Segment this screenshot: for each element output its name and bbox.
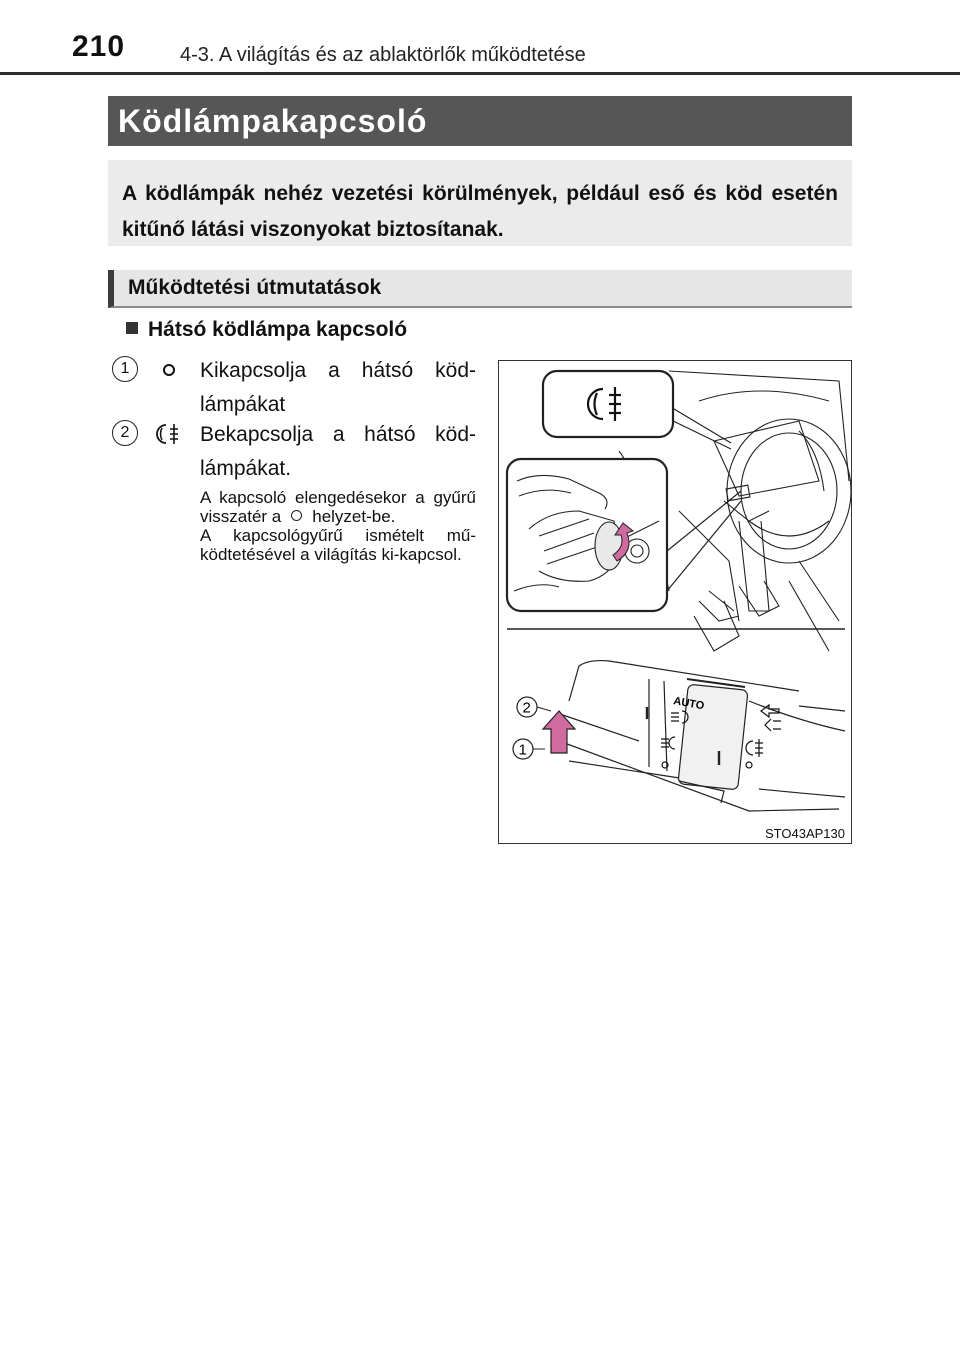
off-circle-icon: [291, 510, 302, 521]
callout-number: 1: [518, 741, 527, 759]
illustration: [498, 360, 852, 844]
section-heading-text: Hátsó ködlámpa kapcsoló: [148, 318, 408, 341]
number-badge: 1: [112, 356, 138, 382]
item-text: Bekapcsolja a hátsó köd-lámpákat.: [200, 423, 476, 480]
running-title: 4-3. A világítás és az ablaktörlők működtetése: [180, 44, 586, 66]
figure-code: STO43AP130: [765, 826, 845, 841]
rear-fog-icon: [156, 422, 182, 446]
page-title: Ködlámpakapcsoló: [108, 96, 852, 146]
callout-number: 2: [522, 699, 531, 717]
fog-switch-illustration: [499, 361, 852, 844]
page-number: 210: [72, 30, 126, 63]
intro-text: A ködlámpák nehéz vezetési körülmények, például eső és köd esetén kitűnő látási viszonyokat biztosítanak.: [108, 160, 852, 246]
square-bullet-icon: [126, 322, 138, 334]
off-circle-icon: [156, 358, 182, 382]
note-part1-after: helyzet-be.: [312, 507, 396, 526]
number-badge: 2: [112, 420, 138, 446]
auto-label: AUTO: [672, 695, 706, 713]
item-text: Kikapcsolja a hátsó köd-lámpákat: [200, 359, 476, 416]
header-rule: [0, 72, 960, 75]
note-text: [200, 488, 476, 564]
section-heading: [126, 318, 407, 342]
note-part1-before: A kapcsoló elengedésekor a gyűrű visszatér a: [200, 488, 476, 526]
note-part2: A kapcsológyűrű ismételt mű-ködtetésével a világítás ki-kapcsol.: [200, 526, 476, 564]
subheading: Működtetési útmutatások: [108, 270, 852, 308]
